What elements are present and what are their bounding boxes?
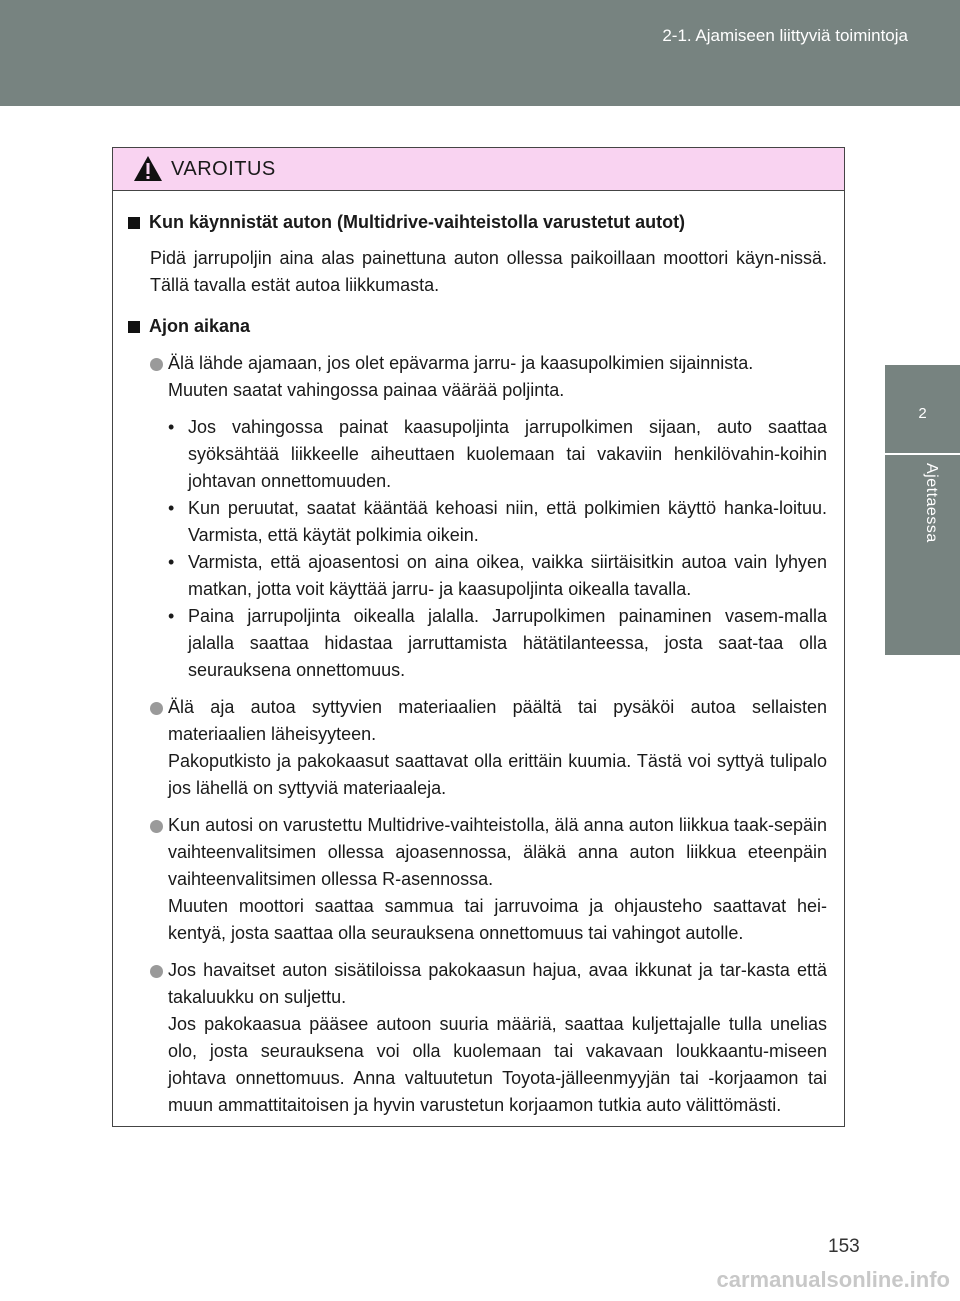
warning-box xyxy=(112,147,845,1127)
watermark: carmanualsonline.info xyxy=(716,1267,950,1292)
sub-bullet-mark: • xyxy=(168,417,175,437)
bullet-body xyxy=(168,812,827,947)
sub-list-item xyxy=(168,414,827,495)
bullet-item xyxy=(128,812,827,947)
sub-bullet-mark: • xyxy=(168,498,175,518)
bullet-dot-icon xyxy=(150,965,163,978)
section-paragraph: Pidä jarrupoljin aina alas painettuna auton ollessa paikoillaan moottori käyn-nissä. Tällä tavalla estät autoa liikkumasta. xyxy=(150,248,827,295)
bullet-text: Pakoputkisto ja pakokaasut saattavat olla erittäin kuumia. Tästä voi syttyä tulipalo jos lähellä on syttyviä materiaaleja. xyxy=(168,751,827,798)
square-bullet-icon xyxy=(128,217,140,229)
page-number: 153 xyxy=(828,1236,860,1257)
section-heading-text: Ajon aikana xyxy=(149,316,251,336)
sub-item-text: Varmista, että ajoasentosi on aina oikea, vaikka siirtäisitkin autoa vain lyhyen matkan, jotta voit käyttää jarru- ja kaasupoljinta oikealla tavalla. xyxy=(188,552,827,599)
sub-item-text: Paina jarrupoljinta oikealla jalalla. Jarrupolkimen painaminen vasem-malla jalalla saattaa hidastaa jarruttamista hätätilanteessa, josta saat-taa olla seurauksena onnettomuus. xyxy=(188,606,827,680)
bullet-text: Jos havaitset auton sisätiloissa pakokaasun hajua, avaa ikkunat ja tar-kasta että takaluukku on suljettu. xyxy=(168,960,827,1007)
bullet-body xyxy=(168,694,827,802)
sub-list-item xyxy=(168,603,827,684)
chapter-number: 2 xyxy=(918,405,927,422)
sub-list-item xyxy=(168,549,827,603)
warning-content xyxy=(113,191,844,1119)
bullet-dot-icon xyxy=(150,702,163,715)
bullet-item xyxy=(128,957,827,1119)
section-title: 2-1. Ajamiseen liittyviä toimintoja xyxy=(662,26,908,45)
bullet-text: Muuten saatat vahingossa painaa väärää poljinta. xyxy=(168,380,565,400)
square-bullet-icon xyxy=(128,321,140,333)
bullet-item xyxy=(128,694,827,802)
bullet-text: Muuten moottori saattaa sammua tai jarruvoima ja ohjausteho saattavat hei-kentyä, josta saattaa olla seurauksena onnettomuus tai vahingot autolle. xyxy=(168,896,827,943)
bullet-body xyxy=(168,957,827,1119)
bullet-text: Kun autosi on varustettu Multidrive-vaihteistolla, älä anna auton liikkua taak-sepäin vaihteenvalitsimen ollessa ajoasennossa, äläkä anna auton liikkua eteenpäin vaihteenvalitsimen ollessa R-asennossa. xyxy=(168,815,827,889)
section-heading xyxy=(128,209,827,236)
sub-item-text: Jos vahingossa painat kaasupoljinta jarrupolkimen sijaan, auto saattaa syöksähtää liikkeelle aiheuttaen kuolemaan tai vakaviin henkilövahin-koihin johtavan onnettomuuden. xyxy=(188,417,827,491)
bullet-dot-icon xyxy=(150,358,163,371)
sub-list xyxy=(168,414,827,684)
bullet-dot-icon xyxy=(150,820,163,833)
warning-triangle-icon xyxy=(133,155,163,187)
bullet-text: Älä lähde ajamaan, jos olet epävarma jarru- ja kaasupolkimien sijainnista. xyxy=(168,353,754,373)
sub-item-text: Kun peruutat, saatat kääntää kehoasi niin, että polkimien käyttö hanka-loituu. Varmista, että käytät polkimia oikein. xyxy=(188,498,827,545)
bullet-text: Jos pakokaasua pääsee autoon suuria määriä, saattaa kuljettajalle tulla unelias olo, josta seurauksena voi olla kuolemaan tai vakavaan loukkaantu-miseen johtava onnettomuus. Anna valtuutetun Toyota-jälleenmyyjän tai -korjaamon tai muun ammattitaitoisen ja hyvin varustetun korjaamon tutkia auto välittömästi. xyxy=(168,1014,827,1115)
sub-bullet-mark: • xyxy=(168,606,175,626)
chapter-label: Ajettaessa xyxy=(923,463,940,543)
side-tab-chapter xyxy=(885,365,960,453)
section-heading xyxy=(128,313,827,340)
warning-title: VAROITUS xyxy=(171,158,276,180)
warning-header xyxy=(113,148,844,191)
bullet-text: Älä aja autoa syttyvien materiaalien päältä tai pysäköi autoa sellaisten materiaalien läheisyyteen. xyxy=(168,697,827,744)
side-tab-label-box xyxy=(885,455,960,655)
bullet-item xyxy=(128,350,827,404)
section-heading-text: Kun käynnistät auton (Multidrive-vaihteistolla varustetut autot) xyxy=(149,212,686,232)
bullet-body xyxy=(168,350,827,404)
sub-bullet-mark: • xyxy=(168,552,175,572)
sub-list-item xyxy=(168,495,827,549)
header-band xyxy=(0,0,960,106)
